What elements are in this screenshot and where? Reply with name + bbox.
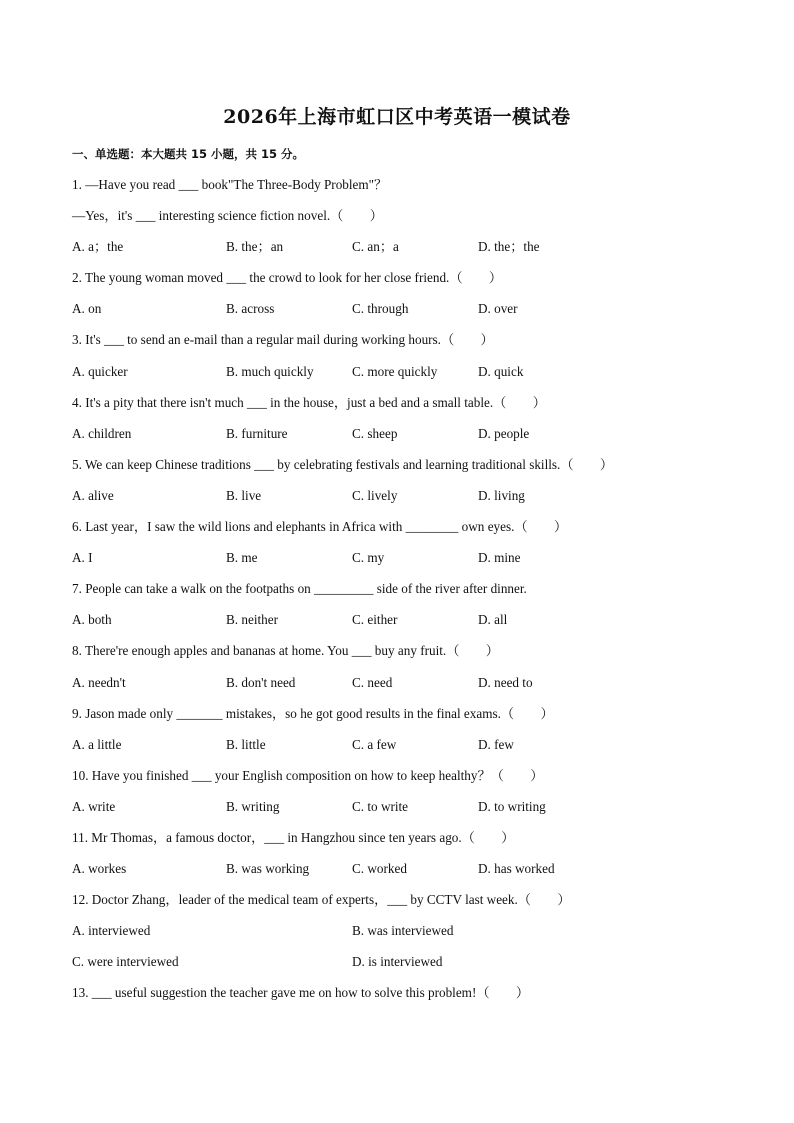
question-3-options	[72, 361, 752, 392]
option-b: B. live	[226, 487, 262, 503]
question-3-text: 3. It's ___ to send an e-mail than a regular mail during working hours.（ ）	[72, 332, 494, 348]
option-a: A. children	[72, 425, 132, 441]
option-a: A. a little	[72, 736, 122, 752]
question-7-options	[72, 609, 752, 640]
option-a: A. write	[72, 798, 116, 814]
option-a: A. I	[72, 550, 93, 566]
question-5-options	[72, 485, 752, 516]
question-1-options	[72, 236, 752, 267]
question-12-options-row	[72, 951, 752, 982]
question-8-text: 8. There're enough apples and bananas at home. You ___ buy any fruit.（ ）	[72, 643, 499, 659]
option-d: D. need to	[478, 674, 533, 690]
question-11-text: 11. Mr Thomas，a famous doctor，___ in Hangzhou since ten years ago.（ ）	[72, 829, 515, 845]
option-b: B. little	[226, 736, 266, 752]
option-b: B. much quickly	[226, 363, 314, 379]
question-9-text: 9. Jason made only _______ mistakes，so he got good results in the final exams.（ ）	[72, 705, 554, 721]
option-a: A. on	[72, 301, 102, 317]
question-6-options	[72, 547, 752, 578]
question-12-text: 12. Doctor Zhang，leader of the medical team of experts，___ by CCTV last week.（ ）	[72, 892, 571, 908]
option-d: D. has worked	[478, 861, 555, 877]
option-d: D. the；the	[478, 239, 540, 255]
option-a: A. a；the	[72, 239, 124, 255]
option-c: C. an；a	[352, 239, 399, 255]
option-b: B. the；an	[226, 239, 284, 255]
question-4-options	[72, 423, 752, 454]
question-13-text: 13. ___ useful suggestion the teacher gave me on how to solve this problem!（ ）	[72, 985, 530, 1001]
option-b: B. across	[226, 301, 275, 317]
option-d: D. living	[478, 487, 525, 503]
question-list	[72, 174, 752, 1014]
option-c: C. were interviewed	[72, 954, 179, 970]
question-11-options	[72, 858, 752, 889]
question-8-options	[72, 672, 752, 703]
option-c: C. through	[352, 301, 409, 317]
option-c: C. my	[352, 550, 385, 566]
page-title: 2026年上海市虹口区中考英语一模试卷	[223, 106, 571, 128]
option-d: D. over	[478, 301, 518, 317]
option-b: B. was interviewed	[352, 923, 454, 939]
option-c: C. more quickly	[352, 363, 438, 379]
option-d: D. people	[478, 425, 530, 441]
question-1-text: —Yes，it's ___ interesting science fiction novel.（ ）	[72, 208, 383, 224]
option-b: B. me	[226, 550, 258, 566]
option-b: B. don't need	[226, 674, 296, 690]
option-c: C. a few	[352, 736, 397, 752]
option-a: A. workes	[72, 861, 127, 877]
option-c: C. lively	[352, 487, 398, 503]
question-4-text: 4. It's a pity that there isn't much ___ in the house，just a bed and a small table.（ ）	[72, 394, 546, 410]
option-a: A. alive	[72, 487, 114, 503]
question-2-text: 2. The young woman moved ___ the crowd to look for her close friend.（ ）	[72, 270, 503, 286]
option-c: C. to write	[352, 798, 409, 814]
option-d: D. mine	[478, 550, 521, 566]
option-d: D. few	[478, 736, 514, 752]
option-b: B. writing	[226, 798, 280, 814]
option-c: C. either	[352, 612, 398, 628]
option-c: C. sheep	[352, 425, 398, 441]
question-6-text: 6. Last year，I saw the wild lions and elephants in Africa with ________ own eyes.（ ）	[72, 519, 568, 535]
option-d: D. all	[478, 612, 508, 628]
option-a: A. interviewed	[72, 923, 151, 939]
question-7-text: 7. People can take a walk on the footpaths on _________ side of the river after dinner.	[72, 581, 527, 597]
question-10-options	[72, 796, 752, 827]
option-b: B. furniture	[226, 425, 288, 441]
option-c: C. need	[352, 674, 393, 690]
option-d: D. is interviewed	[352, 954, 443, 970]
question-2-options	[72, 298, 752, 329]
question-9-options	[72, 734, 752, 765]
option-d: D. to writing	[478, 798, 546, 814]
question-5-text: 5. We can keep Chinese traditions ___ by celebrating festivals and learning traditional skills.（ ）	[72, 456, 614, 472]
option-b: B. was working	[226, 861, 310, 877]
option-a: A. quicker	[72, 363, 128, 379]
option-a: A. needn't	[72, 674, 126, 690]
section-heading: 一、单选题：本大题共 15 小题，共 15 分。	[72, 147, 305, 161]
question-12-options-row	[72, 920, 752, 951]
question-10-text: 10. Have you finished ___ your English composition on how to keep healthy？（ ）	[72, 767, 544, 783]
question-1-text: 1. —Have you read ___ book"The Three-Body Problem"？	[72, 177, 388, 192]
option-c: C. worked	[352, 861, 407, 877]
option-a: A. both	[72, 612, 112, 628]
option-b: B. neither	[226, 612, 279, 628]
option-d: D. quick	[478, 363, 524, 379]
